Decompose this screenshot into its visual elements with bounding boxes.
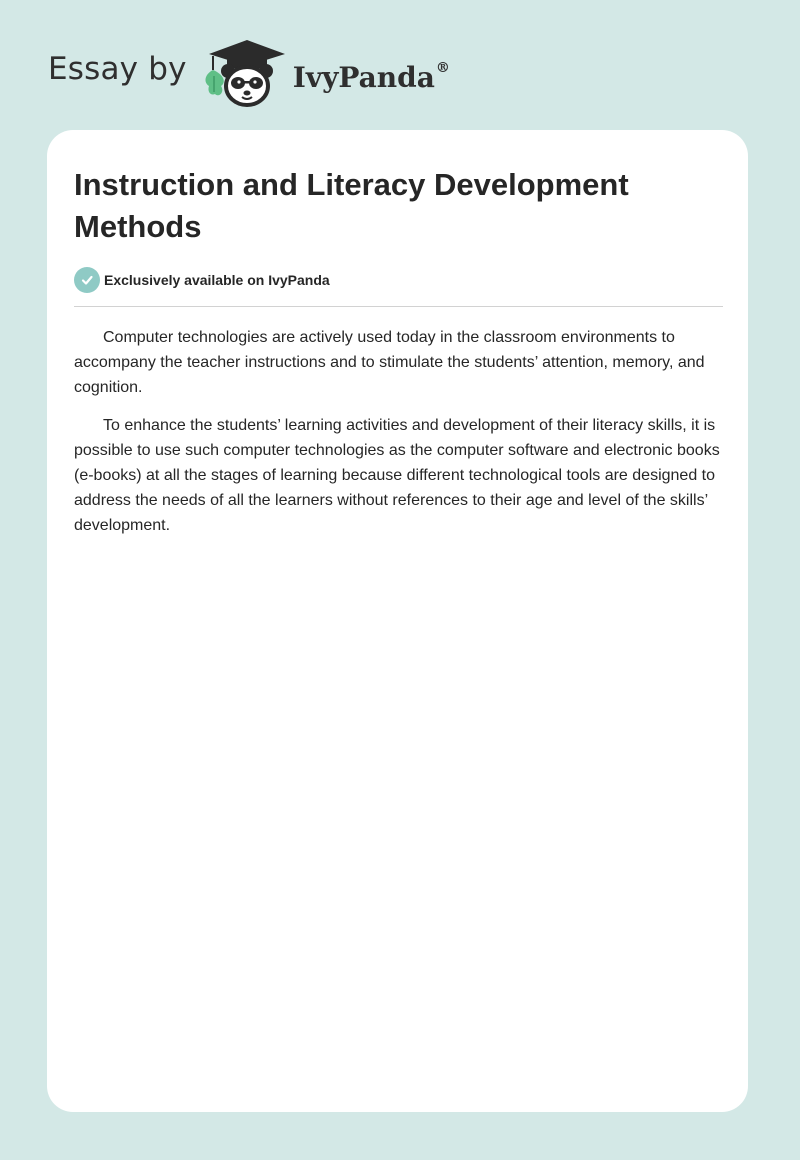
essay-card [47,130,748,1112]
essay-body [74,325,723,538]
brand-name: IvyPanda [292,60,435,94]
paragraph: To enhance the students’ learning activities and development of their literacy skills, it is possible to use such computer technologies as the computer software and electronic books (e-books) at all the stages of learning because different technological tools are designed to address the needs of all the learners without references to their age and level of the skills’ development. [74,417,720,534]
essay-content [74,130,723,551]
divider [74,306,723,307]
exclusive-badge-label: Exclusively available on IvyPanda [104,272,330,288]
brand-logo-text[interactable] [293,61,450,94]
paragraph: Computer technologies are actively used today in the classroom environments to accompany the teacher instructions and to stimulate the students’ attention, memory, and cognition. [74,329,705,396]
trademark-symbol: ® [435,60,450,77]
site-header [48,34,450,112]
panda-graduate-icon[interactable] [199,34,291,112]
exclusive-badge [74,266,723,294]
page-title: Instruction and Literacy Development Methods [74,167,629,244]
essay-by-label: Essay by [48,51,187,87]
check-circle-icon [74,267,100,293]
